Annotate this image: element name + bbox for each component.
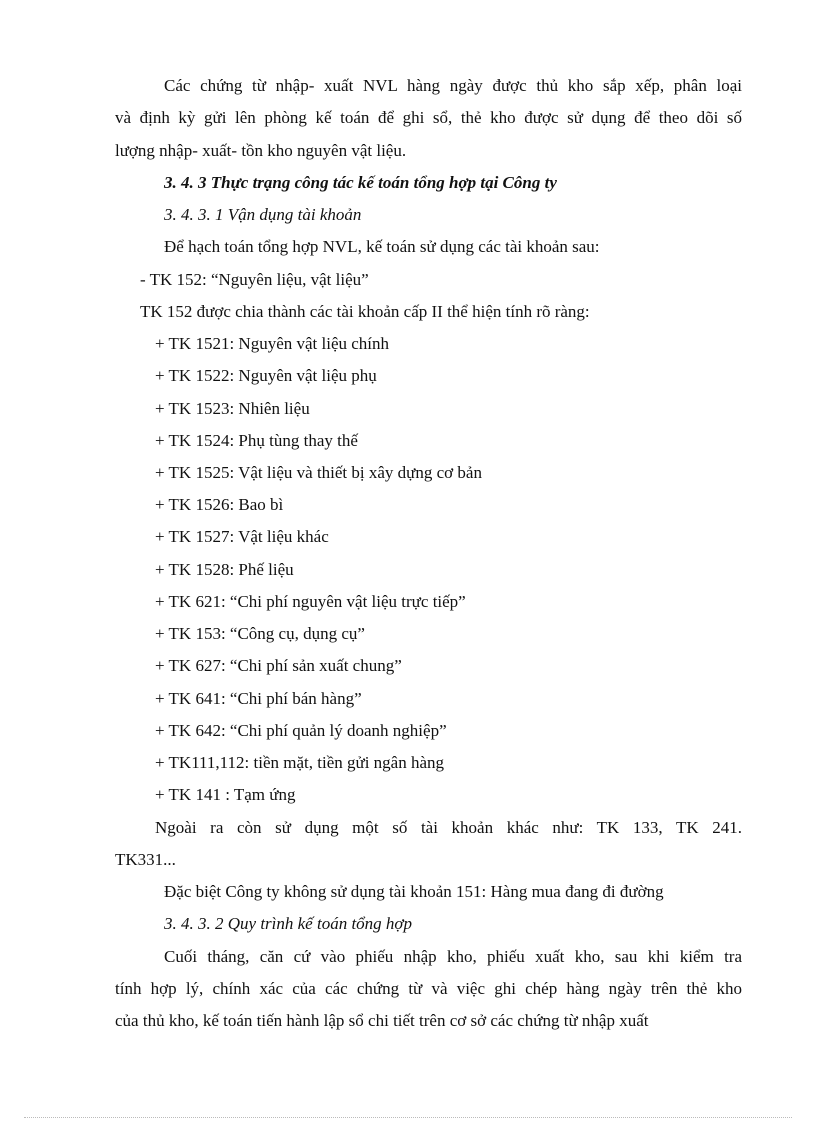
account-item: + TK 627: “Chi phí sản xuất chung” bbox=[155, 656, 402, 675]
account-item: + TK 621: “Chi phí nguyên vật liệu trực tiếp” bbox=[155, 592, 466, 611]
account-item: + TK 141 : Tạm ứng bbox=[155, 785, 296, 804]
paragraph1-line3: lượng nhập- xuất- tồn kho nguyên vật liệu. bbox=[115, 141, 407, 160]
subheading-3432: 3. 4. 3. 2 Quy trình kế toán tổng hợp bbox=[164, 914, 412, 933]
paragraph1-line1: Các chứng từ nhập- xuất NVL hàng ngày được thủ kho sắp xếp, phân loại bbox=[164, 76, 742, 95]
intro-text: Để hạch toán tổng hợp NVL, kế toán sử dụng các tài khoản sau: bbox=[164, 237, 600, 256]
account-item: + TK 642: “Chi phí quản lý doanh nghiệp” bbox=[155, 721, 447, 740]
other-accounts-line1: Ngoài ra còn sử dụng một số tài khoản khác như: TK 133, TK 241. bbox=[155, 818, 742, 837]
account-item: + TK 153: “Công cụ, dụng cụ” bbox=[155, 624, 365, 643]
tk152-line: - TK 152: “Nguyên liệu, vật liệu” bbox=[140, 270, 369, 289]
other-accounts-line2: TK331... bbox=[115, 850, 176, 869]
special-note: Đặc biệt Công ty không sử dụng tài khoản 151: Hàng mua đang đi đường bbox=[164, 882, 664, 901]
account-item: + TK 1524: Phụ tùng thay thế bbox=[155, 431, 358, 450]
account-item: + TK 1521: Nguyên vật liệu chính bbox=[155, 334, 390, 353]
tk152-split-line: TK 152 được chia thành các tài khoản cấp II thể hiện tính rõ ràng: bbox=[140, 302, 590, 321]
account-item: + TK 1527: Vật liệu khác bbox=[155, 527, 329, 546]
account-item: + TK 641: “Chi phí bán hàng” bbox=[155, 689, 362, 708]
account-item: + TK 1528: Phế liệu bbox=[155, 560, 294, 579]
subheading-3431: 3. 4. 3. 1 Vận dụng tài khoản bbox=[164, 205, 362, 224]
closing-line1: Cuối tháng, căn cứ vào phiếu nhập kho, phiếu xuất kho, sau khi kiểm tra bbox=[164, 947, 742, 966]
account-item: + TK 1522: Nguyên vật liệu phụ bbox=[155, 366, 377, 385]
closing-line2: tính hợp lý, chính xác của các chứng từ và việc ghi chép hàng ngày trên thẻ kho bbox=[115, 979, 742, 998]
section-heading-343: 3. 4. 3 Thực trạng công tác kế toán tổng hợp tại Công ty bbox=[164, 173, 557, 192]
closing-line3: của thủ kho, kế toán tiến hành lập sổ chi tiết trên cơ sở các chứng từ nhập xuất bbox=[115, 1011, 649, 1030]
footer-dotted-rule bbox=[24, 1117, 792, 1118]
paragraph1-line2: và định kỳ gửi lên phòng kế toán để ghi sổ, thẻ kho được sử dụng để theo dõi số bbox=[115, 108, 742, 127]
account-item: + TK 1525: Vật liệu và thiết bị xây dựng cơ bản bbox=[155, 463, 482, 482]
account-item: + TK111,112: tiền mặt, tiền gửi ngân hàng bbox=[155, 753, 445, 772]
account-item: + TK 1526: Bao bì bbox=[155, 495, 284, 514]
account-item: + TK 1523: Nhiên liệu bbox=[155, 399, 310, 418]
